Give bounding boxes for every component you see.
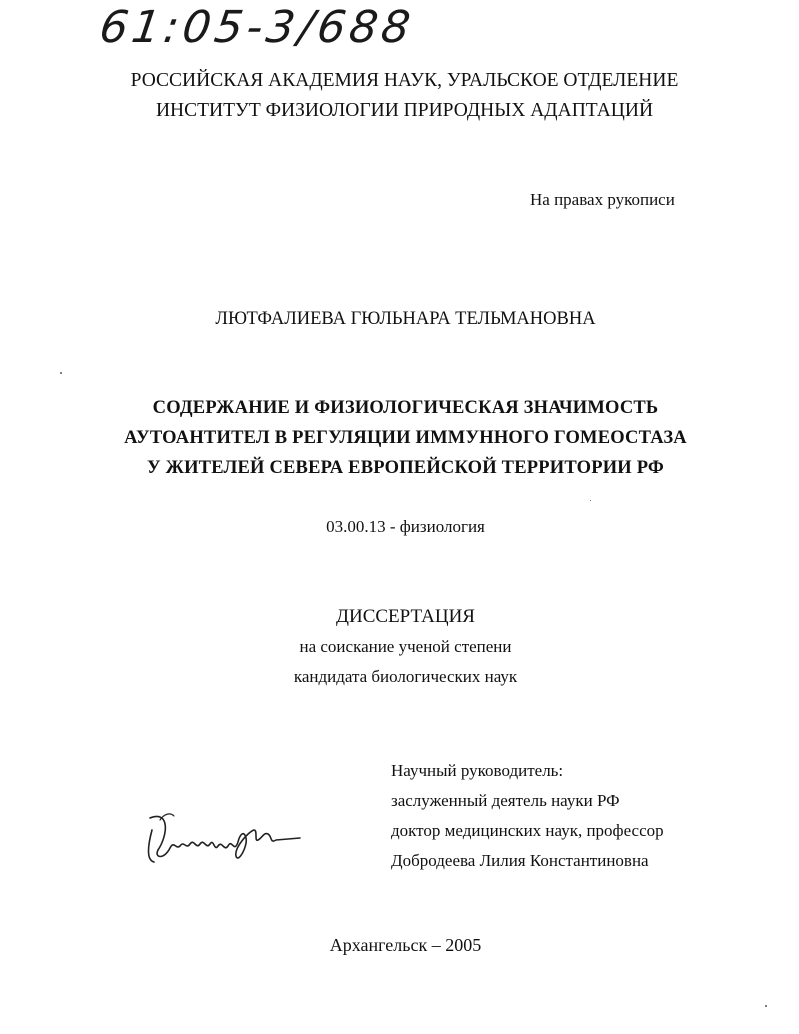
dissertation-purpose: на соискание ученой степени [299, 637, 512, 656]
handwritten-signature-icon [140, 790, 310, 870]
supervisor-title-2: доктор медицинских наук, профессор [391, 821, 664, 840]
supervisor-name: Добродеева Лилия Константиновна [391, 851, 649, 870]
supervisor-title-1: заслуженный деятель науки РФ [391, 791, 620, 810]
organization-line-1: РОССИЙСКАЯ АКАДЕМИЯ НАУК, УРАЛЬСКОЕ ОТДЕЛЕНИЕ [130, 70, 679, 91]
dissertation-type: ДИССЕРТАЦИЯ [336, 606, 475, 627]
specialty-code: 03.00.13 - физиология [326, 517, 485, 536]
thesis-title-line-2: АУТОАНТИТЕЛ В РЕГУЛЯЦИИ ИММУННОГО ГОМЕОСТАЗА [124, 428, 687, 448]
organization-line-2: ИНСТИТУТ ФИЗИОЛОГИИ ПРИРОДНЫХ АДАПТАЦИЙ [155, 100, 654, 121]
thesis-title-line-3: У ЖИТЕЛЕЙ СЕВЕРА ЕВРОПЕЙСКОЙ ТЕРРИТОРИИ РФ [147, 458, 664, 478]
dissertation-degree: кандидата биологических наук [293, 667, 518, 686]
rights-notice: На правах рукописи [530, 190, 675, 209]
scan-speck [60, 372, 62, 374]
scan-speck [590, 500, 591, 501]
author-name: ЛЮТФАЛИЕВА ГЮЛЬНАРА ТЕЛЬМАНОВНА [215, 309, 596, 329]
scan-speck [765, 1005, 767, 1007]
city-year: Архангельск – 2005 [329, 935, 482, 955]
archive-code: 61:05-3/688 [96, 2, 418, 53]
supervisor-block [391, 756, 664, 876]
thesis-title-line-1: СОДЕРЖАНИЕ И ФИЗИОЛОГИЧЕСКАЯ ЗНАЧИМОСТЬ [152, 398, 659, 418]
supervisor-heading: Научный руководитель: [391, 761, 564, 780]
